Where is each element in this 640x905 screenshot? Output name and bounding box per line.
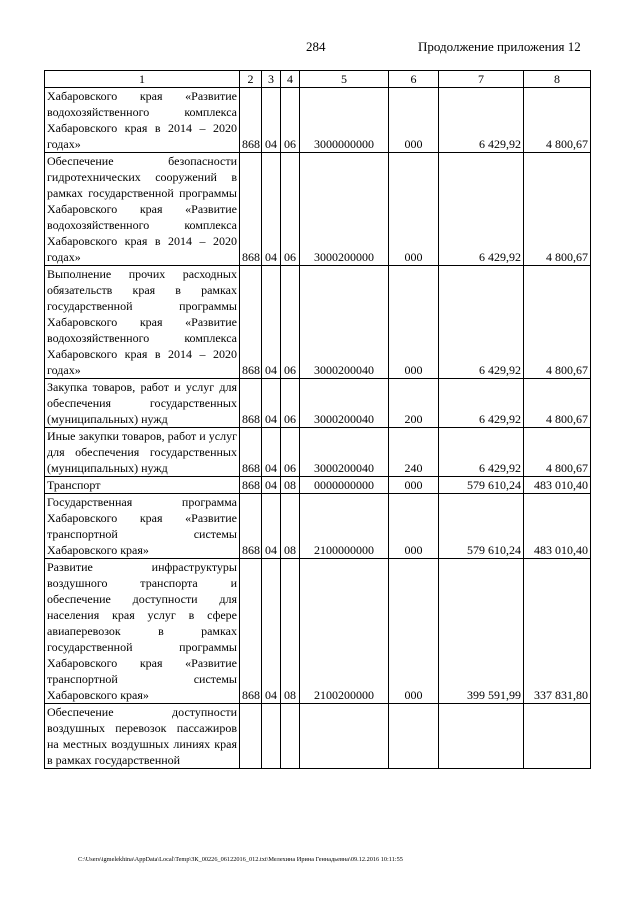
- subsection-code: 08: [281, 477, 300, 494]
- expense-name: Закупка товаров, работ и услуг для обеспечения государственных (муниципальных) нужд: [45, 379, 240, 428]
- ministry-code: 868: [240, 494, 262, 559]
- subsection-code: 06: [281, 88, 300, 153]
- section-code: 04: [262, 477, 281, 494]
- amount-col8: 483 010,40: [524, 494, 591, 559]
- expense-type-code: 000: [389, 494, 439, 559]
- section-code: 04: [262, 153, 281, 266]
- amount-col8: 4 800,67: [524, 88, 591, 153]
- column-header: 7: [439, 71, 524, 88]
- amount-col8: 4 800,67: [524, 379, 591, 428]
- section-code: 04: [262, 266, 281, 379]
- amount-col7: 6 429,92: [439, 379, 524, 428]
- amount-col8: 4 800,67: [524, 266, 591, 379]
- expense-type-code: 000: [389, 153, 439, 266]
- column-header: 4: [281, 71, 300, 88]
- table-row: [45, 559, 591, 704]
- target-article-code: [300, 704, 389, 769]
- expense-name: Выполнение прочих расходных обязательств края в рамках государственной программы Хабаровского края «Развитие водохозяйственного комплекса Хабаровского края в 2014 – 2020 годах»: [45, 266, 240, 379]
- column-header: 1: [45, 71, 240, 88]
- expense-name: Обеспечение доступности воздушных перевозок пассажиров на местных воздушных линиях края в рамках государственной: [45, 704, 240, 769]
- ministry-code: 868: [240, 88, 262, 153]
- amount-col8: 4 800,67: [524, 153, 591, 266]
- amount-col7: [439, 704, 524, 769]
- target-article-code: 3000200040: [300, 266, 389, 379]
- amount-col7: 579 610,24: [439, 477, 524, 494]
- section-code: 04: [262, 559, 281, 704]
- amount-col8: 483 010,40: [524, 477, 591, 494]
- table-row: [45, 494, 591, 559]
- ministry-code: 868: [240, 153, 262, 266]
- amount-col7: 6 429,92: [439, 153, 524, 266]
- ministry-code: 868: [240, 477, 262, 494]
- amount-col7: 6 429,92: [439, 88, 524, 153]
- table-row: [45, 266, 591, 379]
- table-row: [45, 88, 591, 153]
- target-article-code: 3000200000: [300, 153, 389, 266]
- subsection-code: 06: [281, 266, 300, 379]
- column-header: 8: [524, 71, 591, 88]
- table-row: [45, 153, 591, 266]
- amount-col7: 399 591,99: [439, 559, 524, 704]
- amount-col8: [524, 704, 591, 769]
- appendix-continuation-label: Продолжение приложения 12: [418, 39, 581, 54]
- column-header: 3: [262, 71, 281, 88]
- target-article-code: 2100200000: [300, 559, 389, 704]
- subsection-code: 08: [281, 494, 300, 559]
- target-article-code: 2100000000: [300, 494, 389, 559]
- ministry-code: 868: [240, 266, 262, 379]
- expense-name: Хабаровского края «Развитие водохозяйственного комплекса Хабаровского края в 2014 – 2020 годах»: [45, 88, 240, 153]
- amount-col7: 6 429,92: [439, 428, 524, 477]
- expense-type-code: 240: [389, 428, 439, 477]
- table-row: [45, 477, 591, 494]
- expense-type-code: 200: [389, 379, 439, 428]
- ministry-code: [240, 704, 262, 769]
- ministry-code: 868: [240, 379, 262, 428]
- target-article-code: 3000000000: [300, 88, 389, 153]
- column-header: 6: [389, 71, 439, 88]
- table-row: [45, 704, 591, 769]
- expense-type-code: 000: [389, 88, 439, 153]
- page-number: 284: [306, 39, 326, 54]
- target-article-code: 3000200040: [300, 379, 389, 428]
- expense-type-code: 000: [389, 477, 439, 494]
- subsection-code: 06: [281, 379, 300, 428]
- budget-table: [44, 70, 591, 769]
- expense-type-code: 000: [389, 266, 439, 379]
- ministry-code: 868: [240, 559, 262, 704]
- subsection-code: [281, 704, 300, 769]
- amount-col7: 6 429,92: [439, 266, 524, 379]
- ministry-code: 868: [240, 428, 262, 477]
- subsection-code: 06: [281, 428, 300, 477]
- expense-name: Транспорт: [45, 477, 240, 494]
- expense-name: Государственная программа Хабаровского края «Развитие транспортной системы Хабаровского края»: [45, 494, 240, 559]
- amount-col8: 337 831,80: [524, 559, 591, 704]
- expense-name: Развитие инфраструктуры воздушного транспорта и обеспечение доступности для населения края услуг в сфере авиаперевозок в рамках государственной программы Хабаровского края «Развитие транспортной системы Хабаровского края»: [45, 559, 240, 704]
- expense-type-code: 000: [389, 559, 439, 704]
- target-article-code: 3000200040: [300, 428, 389, 477]
- amount-col7: 579 610,24: [439, 494, 524, 559]
- section-code: 04: [262, 494, 281, 559]
- subsection-code: 06: [281, 153, 300, 266]
- column-header: 2: [240, 71, 262, 88]
- table-header-row: [45, 71, 591, 88]
- section-code: 04: [262, 379, 281, 428]
- subsection-code: 08: [281, 559, 300, 704]
- section-code: [262, 704, 281, 769]
- amount-col8: 4 800,67: [524, 428, 591, 477]
- section-code: 04: [262, 428, 281, 477]
- expense-name: Иные закупки товаров, работ и услуг для обеспечения государственных (муниципальных) нужд: [45, 428, 240, 477]
- section-code: 04: [262, 88, 281, 153]
- expense-name: Обеспечение безопасности гидротехнических сооружений в рамках государственной программы Хабаровского края «Развитие водохозяйственного комплекса Хабаровского края в 2014 – 2020 годах»: [45, 153, 240, 266]
- column-header: 5: [300, 71, 389, 88]
- expense-type-code: [389, 704, 439, 769]
- table-row: [45, 428, 591, 477]
- table-row: [45, 379, 591, 428]
- target-article-code: 0000000000: [300, 477, 389, 494]
- file-path-footer: C:\Users\igmelekhina\AppData\Local\Temp\ЗК_00226_06122016_012.txt\Мелехина Ирина Геннадьевна\09.12.2016 10:11:55: [78, 856, 403, 863]
